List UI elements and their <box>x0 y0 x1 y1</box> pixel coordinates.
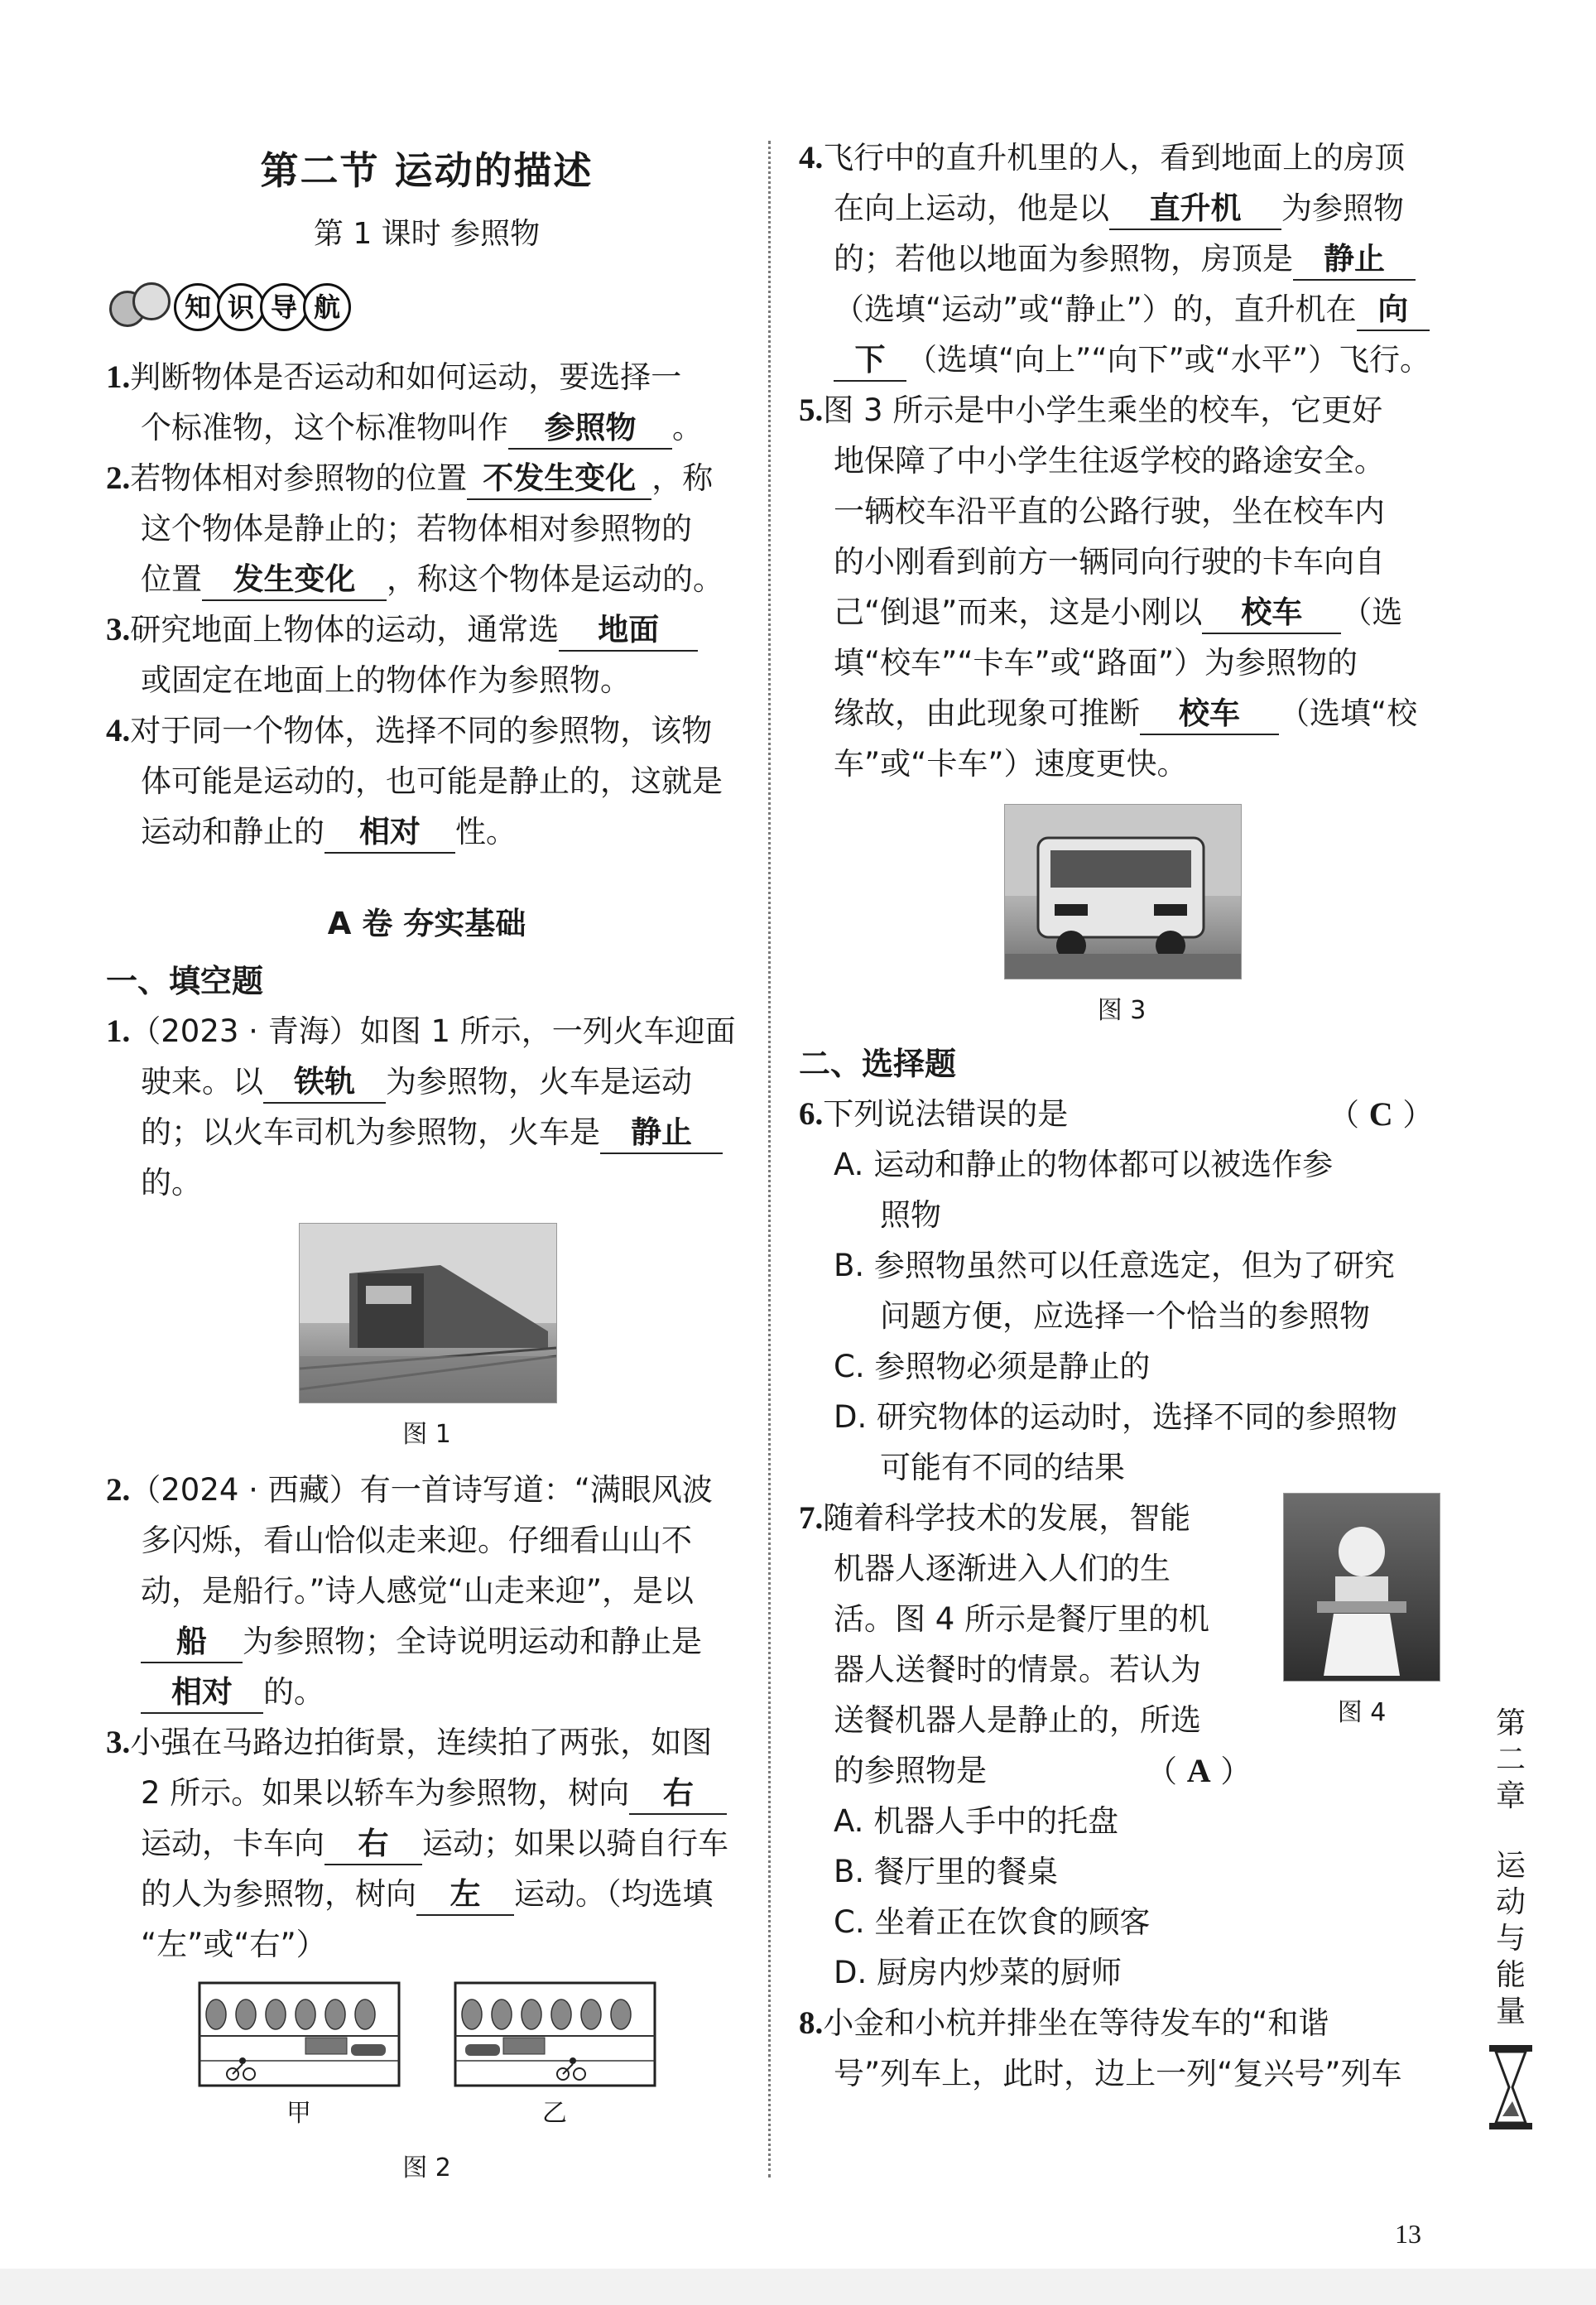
answer-blank: 静止 <box>1293 239 1416 281</box>
right-column <box>799 132 1445 2099</box>
part-fill-blank-heading: 一、填空题 <box>106 963 264 999</box>
figure-caption: 图 4 <box>1337 1698 1387 1727</box>
knowledge-item-3: 3.研究地面上物体的运动，通常选 地面 或固定在地面上的物体作为参照物。 <box>106 604 748 705</box>
train-illustration <box>300 1224 556 1403</box>
badge-char: 知 <box>174 283 222 331</box>
page-number: 13 <box>1395 2219 1421 2249</box>
hourglass-icon <box>1486 2042 1536 2133</box>
figure-2-right <box>454 1981 656 2137</box>
badge-char: 导 <box>260 283 308 331</box>
figure-2 <box>106 1981 748 2137</box>
answer-blank: 向 <box>1357 290 1430 331</box>
street-scene-2 <box>454 1981 656 2087</box>
answer-blank: 左 <box>416 1874 514 1916</box>
answer-blank: 相对 <box>141 1672 263 1714</box>
answer-blank: 不发生变化 <box>467 459 651 500</box>
left-column <box>106 132 748 2192</box>
chapter-side-tab: 第 二 章 运 动 与 能 量 <box>1482 1706 1540 2136</box>
knowledge-guide-badge <box>106 274 748 340</box>
figure-caption: 图 1 <box>402 1420 451 1449</box>
badge-char: 识 <box>217 283 265 331</box>
bottom-band <box>0 2269 1596 2305</box>
section-title: 第二节 运动的描述 <box>260 148 594 193</box>
street-scene-1 <box>198 1981 401 2087</box>
question-7: 7.随着科学技术的发展，智能 机器人逐渐进入人们的生 活。图 4 所示是餐厅里的机 器人送餐时的情景。若认为 送餐机器人是静止的，所选 的参照物是 （ A ） 图 4 A. 机器人手中的托盘 B. 餐厅里的餐桌 C. 坐着正在饮食的顾客 D. 厨房内炒菜的厨师 <box>799 1493 1445 1998</box>
answer-blank: 校车 <box>1202 593 1341 634</box>
question-1: 1.（2023 · 青海）如图 1 所示，一列火车迎面 驶来。以 铁轨 为参照物，火车是运动 的；以火车司机为参照物，火车是 静止 的。 图 1 <box>106 1006 748 1458</box>
figure-1 <box>299 1223 555 1458</box>
part-choice-heading: 二、选择题 <box>799 1046 957 1082</box>
knowledge-item-1: 1.判断物体是否运动和如何运动，要选择一 个标准物，这个标准物叫作 参照物 。 <box>106 352 748 453</box>
answer-blank: 下 <box>834 340 906 382</box>
question-3: 3.小强在马路边拍街景，连续拍了两张，如图 2 所示。如果以轿车为参照物，树向 右 运动，卡车向 右 运动；如果以骑自行车 的人为参照物，树向 左 运动。（均选填 “左”或“右”） 甲 乙 图 2 <box>106 1717 748 2192</box>
answer-blank: 发生变化 <box>202 560 387 601</box>
train-photo <box>299 1223 557 1403</box>
answer-blank: 右 <box>324 1824 422 1865</box>
figure-2-left <box>198 1981 401 2137</box>
answer-blank: 校车 <box>1140 694 1279 735</box>
column-divider <box>768 141 771 2177</box>
robot-illustration <box>1284 1494 1440 1681</box>
figure-4 <box>1283 1493 1440 1736</box>
robot-photo <box>1283 1493 1440 1682</box>
answer-blank: 相对 <box>324 812 455 854</box>
question-8: 8.小金和小杭并排坐在等待发车的“和谐 号”列车上，此时，边上一列“复兴号”列车 <box>799 2005 1402 2091</box>
figure-caption: 图 3 <box>1097 996 1147 1025</box>
figure-caption: 图 2 <box>402 2153 451 2182</box>
answer-blank: 参照物 <box>508 408 672 450</box>
question-4: 4.飞行中的直升机里的人，看到地面上的房顶 在向上运动，他是以 直升机 为参照物 的；若他以地面为参照物，房顶是 静止 （选填“运动”或“静止”）的，直升机在 向 下 （选填“向上”“向下”或“水平”）飞行。 <box>799 132 1445 385</box>
answer-blank: 船 <box>141 1622 243 1663</box>
knowledge-item-4: 4.对于同一个物体，选择不同的参照物，该物 体可能是运动的，也可能是静止的，这就是 运动和静止的 相对 性。 <box>106 705 748 857</box>
question-5: 5.图 3 所示是中小学生乘坐的校车，它更好 地保障了中小学生往返学校的路途安全。 一辆校车沿平直的公路行驶，坐在校车内 的小刚看到前方一辆同向行驶的卡车向自 己“倒退”而来，这是小刚以 校车 （选 填“校车”“卡车”或“路面”）为参照物的 缘故，由此现象可推断 校车 （选填“校 车”或“卡车”）速度更快。 图 3 <box>799 385 1445 1034</box>
school-bus-photo <box>1004 804 1242 979</box>
answer-blank: 静止 <box>600 1113 723 1154</box>
cartoon-icon <box>106 281 179 334</box>
section-a-heading: A 卷 夯实基础 <box>327 906 526 941</box>
figure-3 <box>1004 804 1240 1034</box>
choice-answer: C <box>1368 1095 1393 1133</box>
figure-2-right-label: 乙 <box>542 2099 567 2128</box>
bus-illustration <box>1005 805 1241 979</box>
question-2: 2.（2024 · 西藏）有一首诗写道：“满眼风波 多闪烁，看山恰似走来迎。仔细看山山不 动，是船行。”诗人感觉“山走来迎”，是以 船 为参照物；全诗说明运动和静止是 相对 的。 <box>106 1465 748 1717</box>
answer-blank: 铁轨 <box>263 1062 386 1104</box>
answer-blank: 右 <box>629 1773 727 1815</box>
answer-blank: 地面 <box>559 610 698 652</box>
answer-blank: 直升机 <box>1109 189 1281 230</box>
badge-char: 航 <box>303 283 351 331</box>
choice-answer: A <box>1186 1752 1211 1789</box>
figure-2-left-label: 甲 <box>286 2099 311 2128</box>
lesson-subtitle: 第 1 课时 参照物 <box>313 217 541 251</box>
question-6: 6.下列说法错误的是 （ C ） A. 运动和静止的物体都可以被选作参 照物 B. 参照物虽然可以任意选定，但为了研究 问题方便，应选择一个恰当的参照物 C. 参照物必须是静止的 D. 研究物体的运动时，选择不同的参照物 可能有不同的结果 <box>799 1095 1434 1485</box>
knowledge-item-2: 2.若物体相对参照物的位置 不发生变化 ，称 这个物体是静止的；若物体相对参照物的 位置 发生变化 ，称这个物体是运动的。 <box>106 453 748 604</box>
